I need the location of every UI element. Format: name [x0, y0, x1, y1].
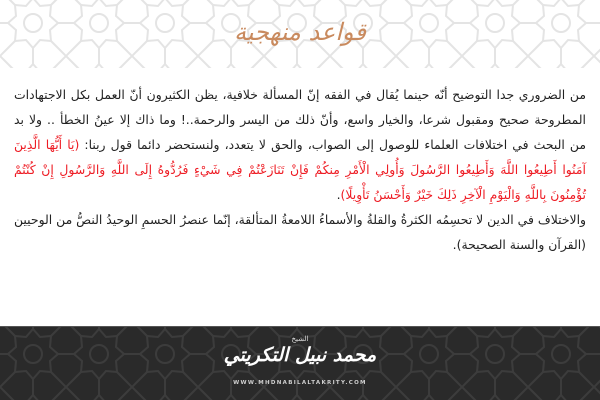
page-title: قواعد منهجية — [234, 18, 366, 46]
quran-verse: (يَا أَيُّهَا الَّذِينَ آمَنُوا أَطِيعُوا اللَّهَ وَأَطِيعُوا الرَّسُولَ وَأُولِي الْأَمْرِ مِنكُمْ فَإِنْ تَنَازَعْتُمْ فِي شَيْءٍ فَرُدُّوهُ إِلَى اللَّهِ وَالرَّسُولِ إِنْ كُنْتُمْ تُؤْمِنُونَ بِاللَّهِ وَالْيَوْمِ الْآخِرِ ذَلِكَ خَيْرٌ وَأَحْسَنُ تَأْوِيلًا) — [14, 137, 586, 202]
header-banner — [0, 0, 600, 68]
paragraph-2: والاختلاف في الدين لا تحسِمُه الكثرةُ والقلةُ والأسماءُ اللامعةُ المتألقة، إنّما عنصرُ الحسمِ الوحيدُ النصُّ من الوحيين (القرآن والسنة الصحيحة). — [14, 212, 586, 252]
signature-name: محمد نبيل التكريتي — [223, 344, 377, 366]
paragraph-1-text: من الضروري جدا التوضيح أنّه حينما يُقال في الفقه إنّ المسألة خلافية، يظن الكثيرون أنّ العمل بكل الاجتهادات المطروحة صحيح ومقبول شرعا، والخيار واسع، وأنّ ذلك من اليسر والرحمة..! وما ذاك إلا عينُ الخطأ .. ولا بد من البحث في اختلافات العلماء للوصول إلى الصواب، والحق لا يتعدد، ولنستحضر دائما قول ربنا: — [14, 87, 586, 152]
article-body — [14, 82, 586, 257]
signature-title: الشيخ — [291, 335, 309, 343]
paragraph-1-end: . — [336, 187, 341, 202]
website-link[interactable]: WWW.MHDNABILALTAKRITY.COM — [233, 380, 367, 386]
footer-signature — [0, 326, 600, 400]
paragraph-1 — [14, 82, 586, 207]
